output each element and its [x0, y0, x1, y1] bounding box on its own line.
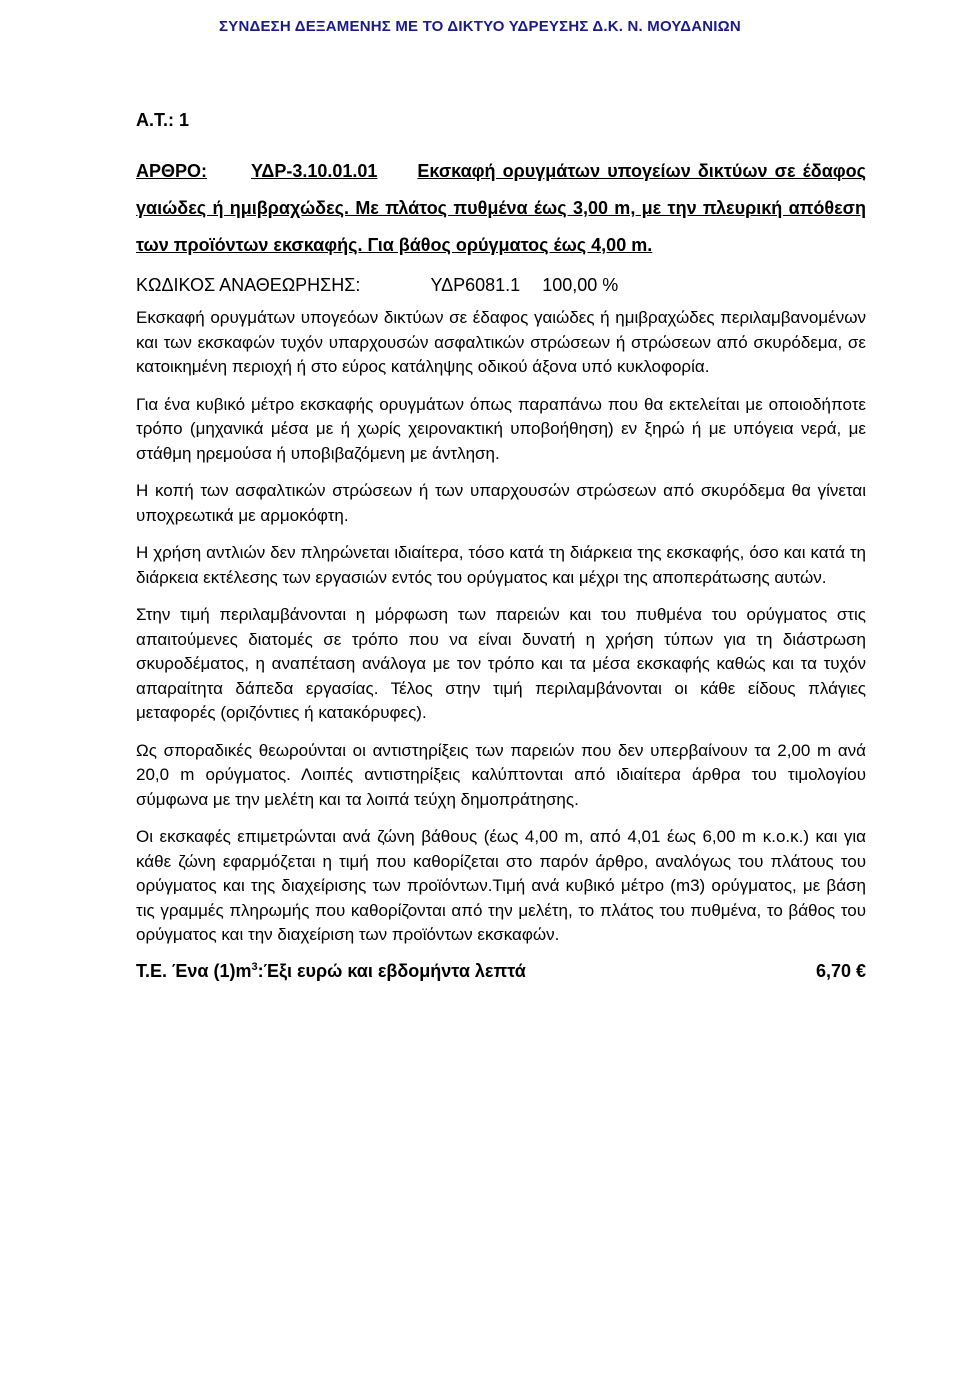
article-title: Εκσκαφή ορυγμάτων υπογείων δικτύων σε έδαφος γαιώδες ή ημιβραχώδες. Με πλάτος πυθμένα έως 3,00 m, με την πλευρική απόθεση των προϊόντων εκσκαφής. Για βάθος ορύγματος έως 4,00 m.: [136, 161, 866, 255]
paragraph-asphalt-cut: Η κοπή των ασφαλτικών στρώσεων ή των υπαρχουσών στρώσεων από σκυρόδεμα θα γίνεται υποχρεωτικά με αρμοκόφτη.: [136, 481, 866, 525]
paragraph-unit: Για ένα κυβικό μέτρο εκσκαφής ορυγμάτων όπως παραπάνω που θα εκτελείται με οποιοδήποτε τρόπο (μηχανικά μέσα με ή χωρίς χειρονακτική υποβοήθηση) εν ξηρώ ή με υπόγεια νερά, με στάθμη ηρεμούσα ή υποβιβαζόμενη με άντληση.: [136, 394, 866, 463]
price-line: [136, 961, 866, 982]
paragraph-pumps: Η χρήση αντλιών δεν πληρώνεται ιδιαίτερα, τόσο κατά τη διάρκεια της εκσκαφής, όσο και κατά τη διάρκεια εκτέλεσης των εργασιών εντός του ορύγματος και μέχρι της αποπεράτωσης αυτών.: [136, 543, 866, 587]
review-code-line: [136, 270, 866, 300]
document-header: ΣΥΝΔΕΣΗ ΔΕΞΑΜΕΝΗΣ ΜΕ ΤΟ ΔΙΚΤΥΟ ΥΔΡΕΥΣΗΣ Δ.Κ. Ν. ΜΟΥΔΑΝΙΩΝ: [219, 18, 741, 35]
paragraph-price-includes: Στην τιμή περιλαμβάνονται η μόρφωση των παρειών και του πυθμένα του ορύγματος στις απαιτούμενες διατομές σε τρόπο που να είναι δυνατή η χρήση τύπων για τη διάστρωση σκυροδέματος, η αναπέταση ανάλογα με τον τρόπο και τα μέσα εκσκαφής καθώς και τα τυχόν απαραίτητα δάπεδα εργασίας. Τέλος στην τιμή περιλαμβάνονται οι κάθε είδους πλάγιες μεταφορές (οριζόντιες ή κατακόρυφες).: [136, 605, 866, 722]
paragraph-supports: Ως σποραδικές θεωρούνται οι αντιστηρίξεις των παρειών που δεν υπερβαίνουν τα 2,00 m ανά 20,0 m ορύγματος. Λοιπές αντιστηρίξεις καλύπτονται από ιδιαίτερα άρθρα του τιμολογίου σύμφωνα με την μελέτη και τα λοιπά τεύχη δημοπράτησης.: [136, 740, 866, 809]
paragraph-measurement: Οι εκσκαφές επιμετρώνται ανά ζώνη βάθους (έως 4,00 m, από 4,01 έως 6,00 m κ.ο.κ.) και για κάθε ζώνη εφαρμόζεται η τιμή που καθορίζεται στο παρόν άρθρο, αναλόγως του πλάτους του ορύγματος και της διαχείρισης των προϊόντων.Τιμή ανά κυβικό μέτρο (m3) ορύγματος, με βάση τις γραμμές πληρωμής που καθορίζονται από την μελέτη, το πλάτος του πυθμένα, το βάθος του ορύγματος και την διαχείριση των προϊόντων εκσκαφών.: [136, 827, 866, 944]
price-text: :Έξι ευρώ και εβδομήντα λεπτά: [257, 960, 526, 981]
article-heading: [136, 153, 866, 264]
item-number: Α.Τ.: 1: [136, 110, 190, 130]
price-amount: 6,70 €: [815, 960, 866, 981]
price-superscript: 3: [251, 960, 258, 973]
article-code: ΥΔΡ-3.10.01.01: [251, 161, 378, 181]
document-body: [136, 110, 866, 982]
article-label: ΑΡΘΡΟ:: [136, 161, 208, 181]
review-label: ΚΩΔΙΚΟΣ ΑΝΑΘΕΩΡΗΣΗΣ:: [136, 275, 361, 295]
review-percent: 100,00 %: [542, 275, 619, 295]
paragraph-description: Εκσκαφή ορυγμάτων υπογεόων δικτύων σε έδαφος γαιώδες ή ημιβραχώδες περιλαμβανομένων και των εκσκαφών τυχόν υπαρχουσών ασφαλτικών στρώσεων ή στρώσεων από σκυρόδεμα, σε κατοικημένη περιοχή ή στο εύρος κατάληψης οδικού άξονα υπό κυκλοφορία.: [136, 308, 866, 376]
price-prefix: Τ.Ε. Ένα (1)m: [136, 960, 252, 981]
review-code: ΥΔΡ6081.1: [430, 275, 521, 295]
price-words: [136, 961, 526, 982]
